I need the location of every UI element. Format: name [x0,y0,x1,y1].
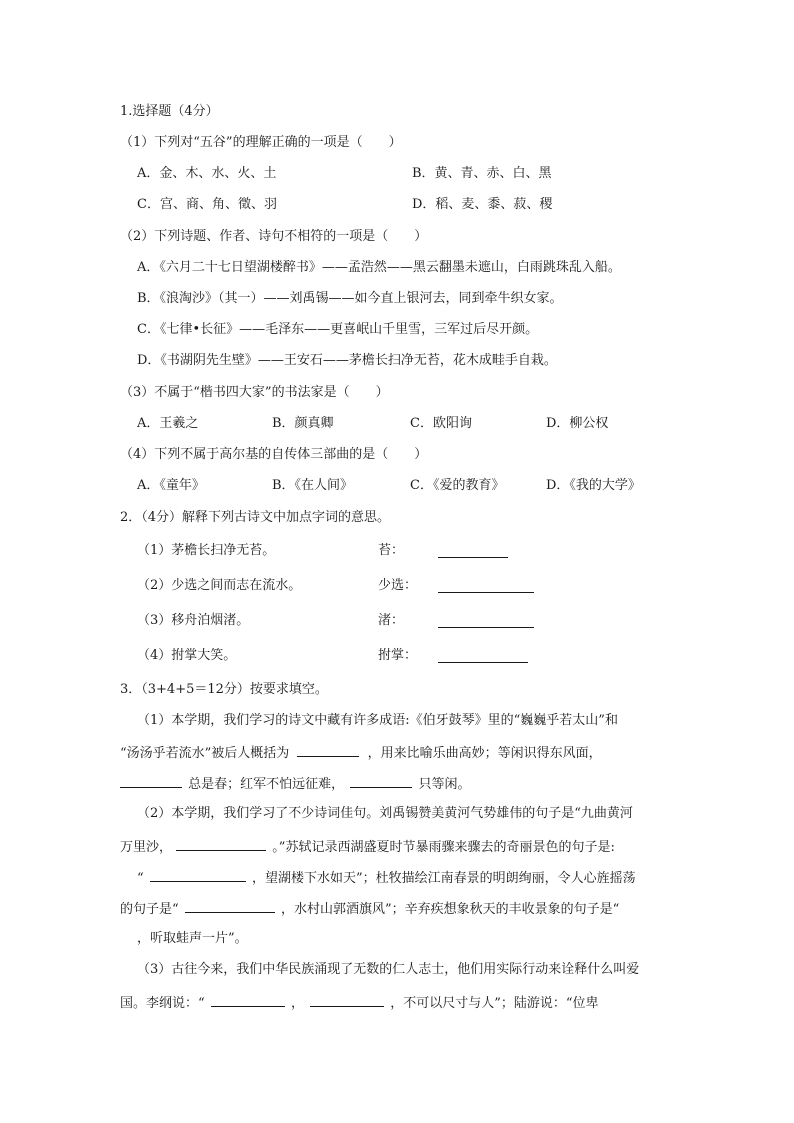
q3-p3-line-2-text-b: ， [290,996,304,1011]
q3-p1-blank-1[interactable] [297,744,359,757]
q2-item-4-text: （4）拊掌大笑。 [137,648,237,663]
q3-p1-blank-2[interactable] [120,775,182,788]
q2-item-4-answer-blank[interactable] [438,650,528,663]
q3-p1-line-3 [120,775,470,793]
q1-s2-option-d: D．《书湖阴先生壁》——王安石——茅檐长扫净无苔，花木成畦手自栽。 [137,353,557,368]
q3-p3-line-2-text-a: 国。李纲说：“ [120,996,205,1011]
q1-s3-option-a: A．王羲之 [137,416,199,431]
q2-item-2-text: （2）少选之间而志在流水。 [137,578,302,593]
q3-p2-line-5: ，听取蛙声一片”。 [137,931,248,946]
q3-p2-blank-2[interactable] [150,869,246,882]
q1-s3-option-d: D．柳公权 [546,416,609,431]
q2-item-3-text: （3）移舟泊烟渚。 [137,613,250,628]
q2-item-1-answer-blank[interactable] [438,545,508,558]
q3-p1-line-3-text-b: 只等闲。 [418,777,471,792]
q3-p1-line-2-text-b: ，用来比喻乐曲高妙；等闲识得东风面， [367,746,602,761]
q1-s1-option-c: C．宫、商、角、徵、羽 [137,197,277,212]
q1-s3-option-c: C．欧阳询 [410,416,472,431]
q1-s4-stem: （4）下列不属于高尔基的自传体三部曲的是（ ） [120,447,428,462]
q3-p2-line-2-text-a: 万里沙， [120,840,173,855]
q2-item-3-word: 渚： [378,613,405,628]
q2-item-4-word: 拊掌： [378,648,418,663]
q3-p3-blank-2[interactable] [310,994,384,1007]
q3-p3-line-1: （3）古往今来，我们中华民族涌现了无数的仁人志士，他们用实际行动来诠释什么叫爱 [137,962,640,977]
q2-item-1-word: 苔： [378,543,405,558]
q3-p1-blank-3[interactable] [350,775,412,788]
q1-s2-stem: （2）下列诗题、作者、诗句不相符的一项是（ ） [120,229,428,244]
q3-p2-line-3 [137,869,636,887]
q3-p2-line-4-text-a: 的句子是“ [120,902,179,917]
q1-s1-option-a: A．金、木、水、火、土 [137,166,277,181]
q3-p2-line-4 [120,900,619,918]
q3-p2-blank-1[interactable] [176,838,266,851]
q1-s4-option-c: C．《爱的教育》 [410,478,505,493]
q1-s2-option-c: C．《七律•长征》——毛泽东——更喜岷山千里雪，三军过后尽开颜。 [137,322,539,337]
q2-item-3-answer-blank[interactable] [438,615,534,628]
q1-s4-option-d: D．《我的大学》 [546,478,641,493]
q3-p2-line-2 [120,838,615,856]
q2-item-2-word: 少选： [378,578,418,593]
q1-s1-option-b: B．黄、青、赤、白、黑 [412,166,552,181]
q3-p2-blank-3[interactable] [185,900,275,913]
q3-p2-line-3-text-b: ，望湖楼下水如天”；杜牧描绘江南春景的明朗绚丽，令人心旌摇荡 [251,871,636,886]
q3-p1-line-2-text-a: “汤汤乎若流水”被后人概括为 [120,746,290,761]
q3-p3-blank-1[interactable] [211,994,285,1007]
q3-p2-line-4-text-b: ，水村山郭酒旗风”；辛弃疾想象秋天的丰收景象的句子是“ [280,902,620,917]
q3-p1-line-3-text-a: 总是春；红军不怕远征难， [188,777,345,792]
q1-s2-option-a: A．《六月二十七日望湖楼醉书》——孟浩然——黑云翻墨未遮山，白雨跳珠乱入船。 [137,260,621,275]
q2-title: 2．（4分）解释下列古诗文中加点字词的意思。 [120,510,391,525]
q1-s3-option-b: B．颜真卿 [272,416,334,431]
q3-title: 3．（3+4+5＝12分）按要求填空。 [120,682,328,697]
q2-item-2-answer-blank[interactable] [438,580,534,593]
q3-p3-line-2 [120,994,599,1012]
q1-s1-stem: （1）下列对“五谷”的理解正确的一项是（ ） [120,135,402,150]
q1-s3-stem: （3）不属于“楷书四大家”的书法家是（ ） [120,385,389,400]
q3-p2-line-2-text-b: 。”苏轼记录西湖盛夏时节暴雨骤来骤去的奇丽景色的句子是: [272,840,615,855]
q3-p3-line-2-text-c: ，不可以尺寸与人”；陆游说：“位卑 [390,996,599,1011]
q1-s1-option-d: D．稻、麦、黍、菽、稷 [412,197,553,212]
q1-s4-option-b: B．《在人间》 [272,478,354,493]
q3-p1-line-1: （1）本学期，我们学习的诗文中藏有许多成语:《伯牙鼓琴》里的“巍巍乎若太山”和 [137,713,618,728]
q3-p2-line-1: （2）本学期，我们学习了不少诗词佳句。刘禹锡赞美黄河气势雄伟的句子是“九曲黄河 [137,806,633,821]
q1-s2-option-b: B．《浪淘沙》（其一）——刘禹锡——如今直上银河去，同到牵牛织女家。 [137,291,563,306]
q1-title: 1.选择题（4分） [120,104,219,119]
q2-item-1-text: （1）茅檐长扫净无苔。 [137,543,276,558]
q3-p1-line-2 [120,744,602,762]
q1-s4-option-a: A．《童年》 [137,478,205,493]
q3-p2-line-3-text-a: “ [137,871,144,886]
